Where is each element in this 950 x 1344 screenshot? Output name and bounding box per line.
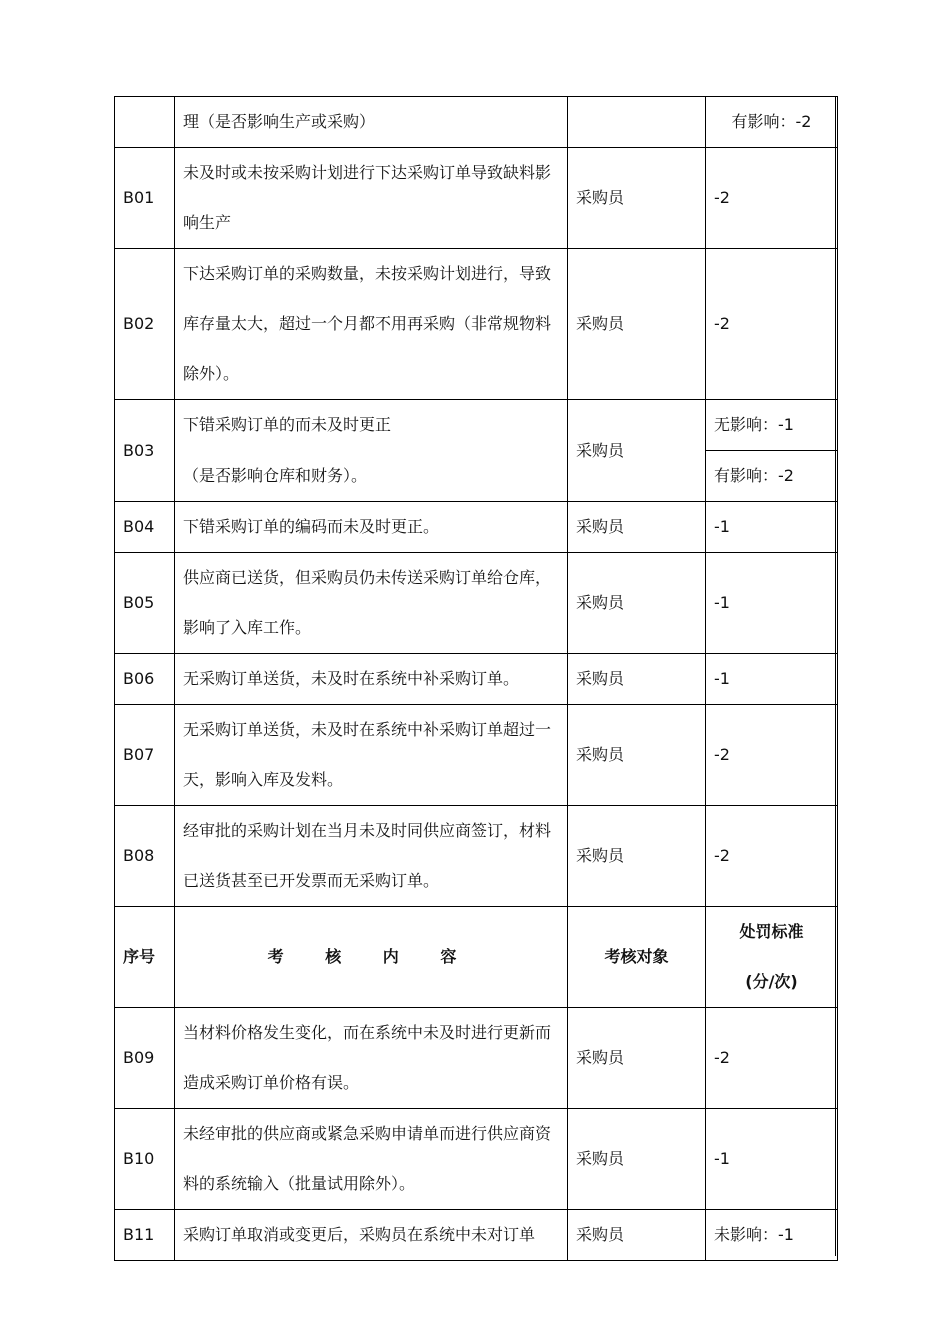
row-content: 无采购订单送货，未及时在系统中补采购订单超过一天，影响入库及发料。 <box>175 705 568 806</box>
row-code: B01 <box>115 148 175 249</box>
row-penalty: -2 <box>706 148 838 249</box>
table-row <box>115 1109 838 1210</box>
row-target: 采购员 <box>568 553 706 654</box>
row-penalty: 未影响：-1 <box>706 1210 838 1261</box>
table-row <box>115 1008 838 1109</box>
row-code: B11 <box>115 1210 175 1261</box>
row-content: 供应商已送货，但采购员仍未传送采购订单给仓库，影响了入库工作。 <box>175 553 568 654</box>
row-target: 采购员 <box>568 806 706 907</box>
row-target: 采购员 <box>568 502 706 553</box>
header-content <box>175 907 568 1008</box>
row-penalty: -2 <box>706 1008 838 1109</box>
row-code: B05 <box>115 553 175 654</box>
table-row <box>115 806 838 907</box>
row-code: B04 <box>115 502 175 553</box>
row-penalty: -2 <box>706 705 838 806</box>
row-target: 采购员 <box>568 705 706 806</box>
row-target: 采购员 <box>568 249 706 400</box>
row-content: 采购订单取消或变更后，采购员在系统中未对订单 <box>175 1210 568 1261</box>
row-code: B09 <box>115 1008 175 1109</box>
row-target <box>568 97 706 148</box>
table-row <box>115 400 838 451</box>
header-code: 序号 <box>115 907 175 1008</box>
row-penalty: -1 <box>706 1109 838 1210</box>
header-penalty <box>706 907 838 1008</box>
row-content: （是否影响仓库和财务）。 <box>175 451 568 502</box>
table-row <box>115 148 838 249</box>
table-row <box>115 1210 838 1261</box>
assessment-table <box>114 96 838 1261</box>
row-content: 当材料价格发生变化，而在系统中未及时进行更新而造成采购订单价格有误。 <box>175 1008 568 1109</box>
table-header-row <box>115 907 838 1008</box>
row-code: B03 <box>115 400 175 502</box>
table-row <box>115 705 838 806</box>
row-penalty: -1 <box>706 553 838 654</box>
row-content: 下错采购订单的编码而未及时更正。 <box>175 502 568 553</box>
row-content: 无采购订单送货，未及时在系统中补采购订单。 <box>175 654 568 705</box>
header-target: 考核对象 <box>568 907 706 1008</box>
row-content: 未经审批的供应商或紧急采购申请单而进行供应商资料的系统输入（批量试用除外）。 <box>175 1109 568 1210</box>
row-code: B02 <box>115 249 175 400</box>
row-code <box>115 97 175 148</box>
row-target: 采购员 <box>568 148 706 249</box>
row-content: 下错采购订单的而未及时更正 <box>175 400 568 451</box>
header-penalty-line1: 处罚标准 <box>739 922 804 941</box>
row-penalty: 有影响：-2 <box>706 97 838 148</box>
table-row <box>115 451 838 502</box>
row-penalty: 无影响：-1 <box>706 400 838 451</box>
row-code: B07 <box>115 705 175 806</box>
row-target: 采购员 <box>568 400 706 502</box>
row-penalty: -1 <box>706 502 838 553</box>
table-row <box>115 502 838 553</box>
page-right-rule <box>835 96 836 1256</box>
table-row <box>115 97 838 148</box>
row-content: 经审批的采购计划在当月未及时同供应商签订，材料已送货甚至已开发票而无采购订单。 <box>175 806 568 907</box>
table-row <box>115 249 838 400</box>
row-penalty: 有影响：-2 <box>706 451 838 502</box>
row-target: 采购员 <box>568 1210 706 1261</box>
row-penalty: -2 <box>706 249 838 400</box>
row-code: B06 <box>115 654 175 705</box>
row-penalty: -2 <box>706 806 838 907</box>
row-code: B10 <box>115 1109 175 1210</box>
header-content-label: 考 核 内 容 <box>267 947 475 966</box>
row-content: 下达采购订单的采购数量，未按采购计划进行，导致库存量太大，超过一个月都不用再采购（非常规物料除外）。 <box>175 249 568 400</box>
row-code: B08 <box>115 806 175 907</box>
row-target: 采购员 <box>568 1109 706 1210</box>
table-row <box>115 654 838 705</box>
table-row <box>115 553 838 654</box>
row-content: 理（是否影响生产或采购） <box>175 97 568 148</box>
row-target: 采购员 <box>568 654 706 705</box>
row-content: 未及时或未按采购计划进行下达采购订单导致缺料影响生产 <box>175 148 568 249</box>
row-penalty: -1 <box>706 654 838 705</box>
header-penalty-line2: (分/次) <box>745 972 798 991</box>
row-target: 采购员 <box>568 1008 706 1109</box>
